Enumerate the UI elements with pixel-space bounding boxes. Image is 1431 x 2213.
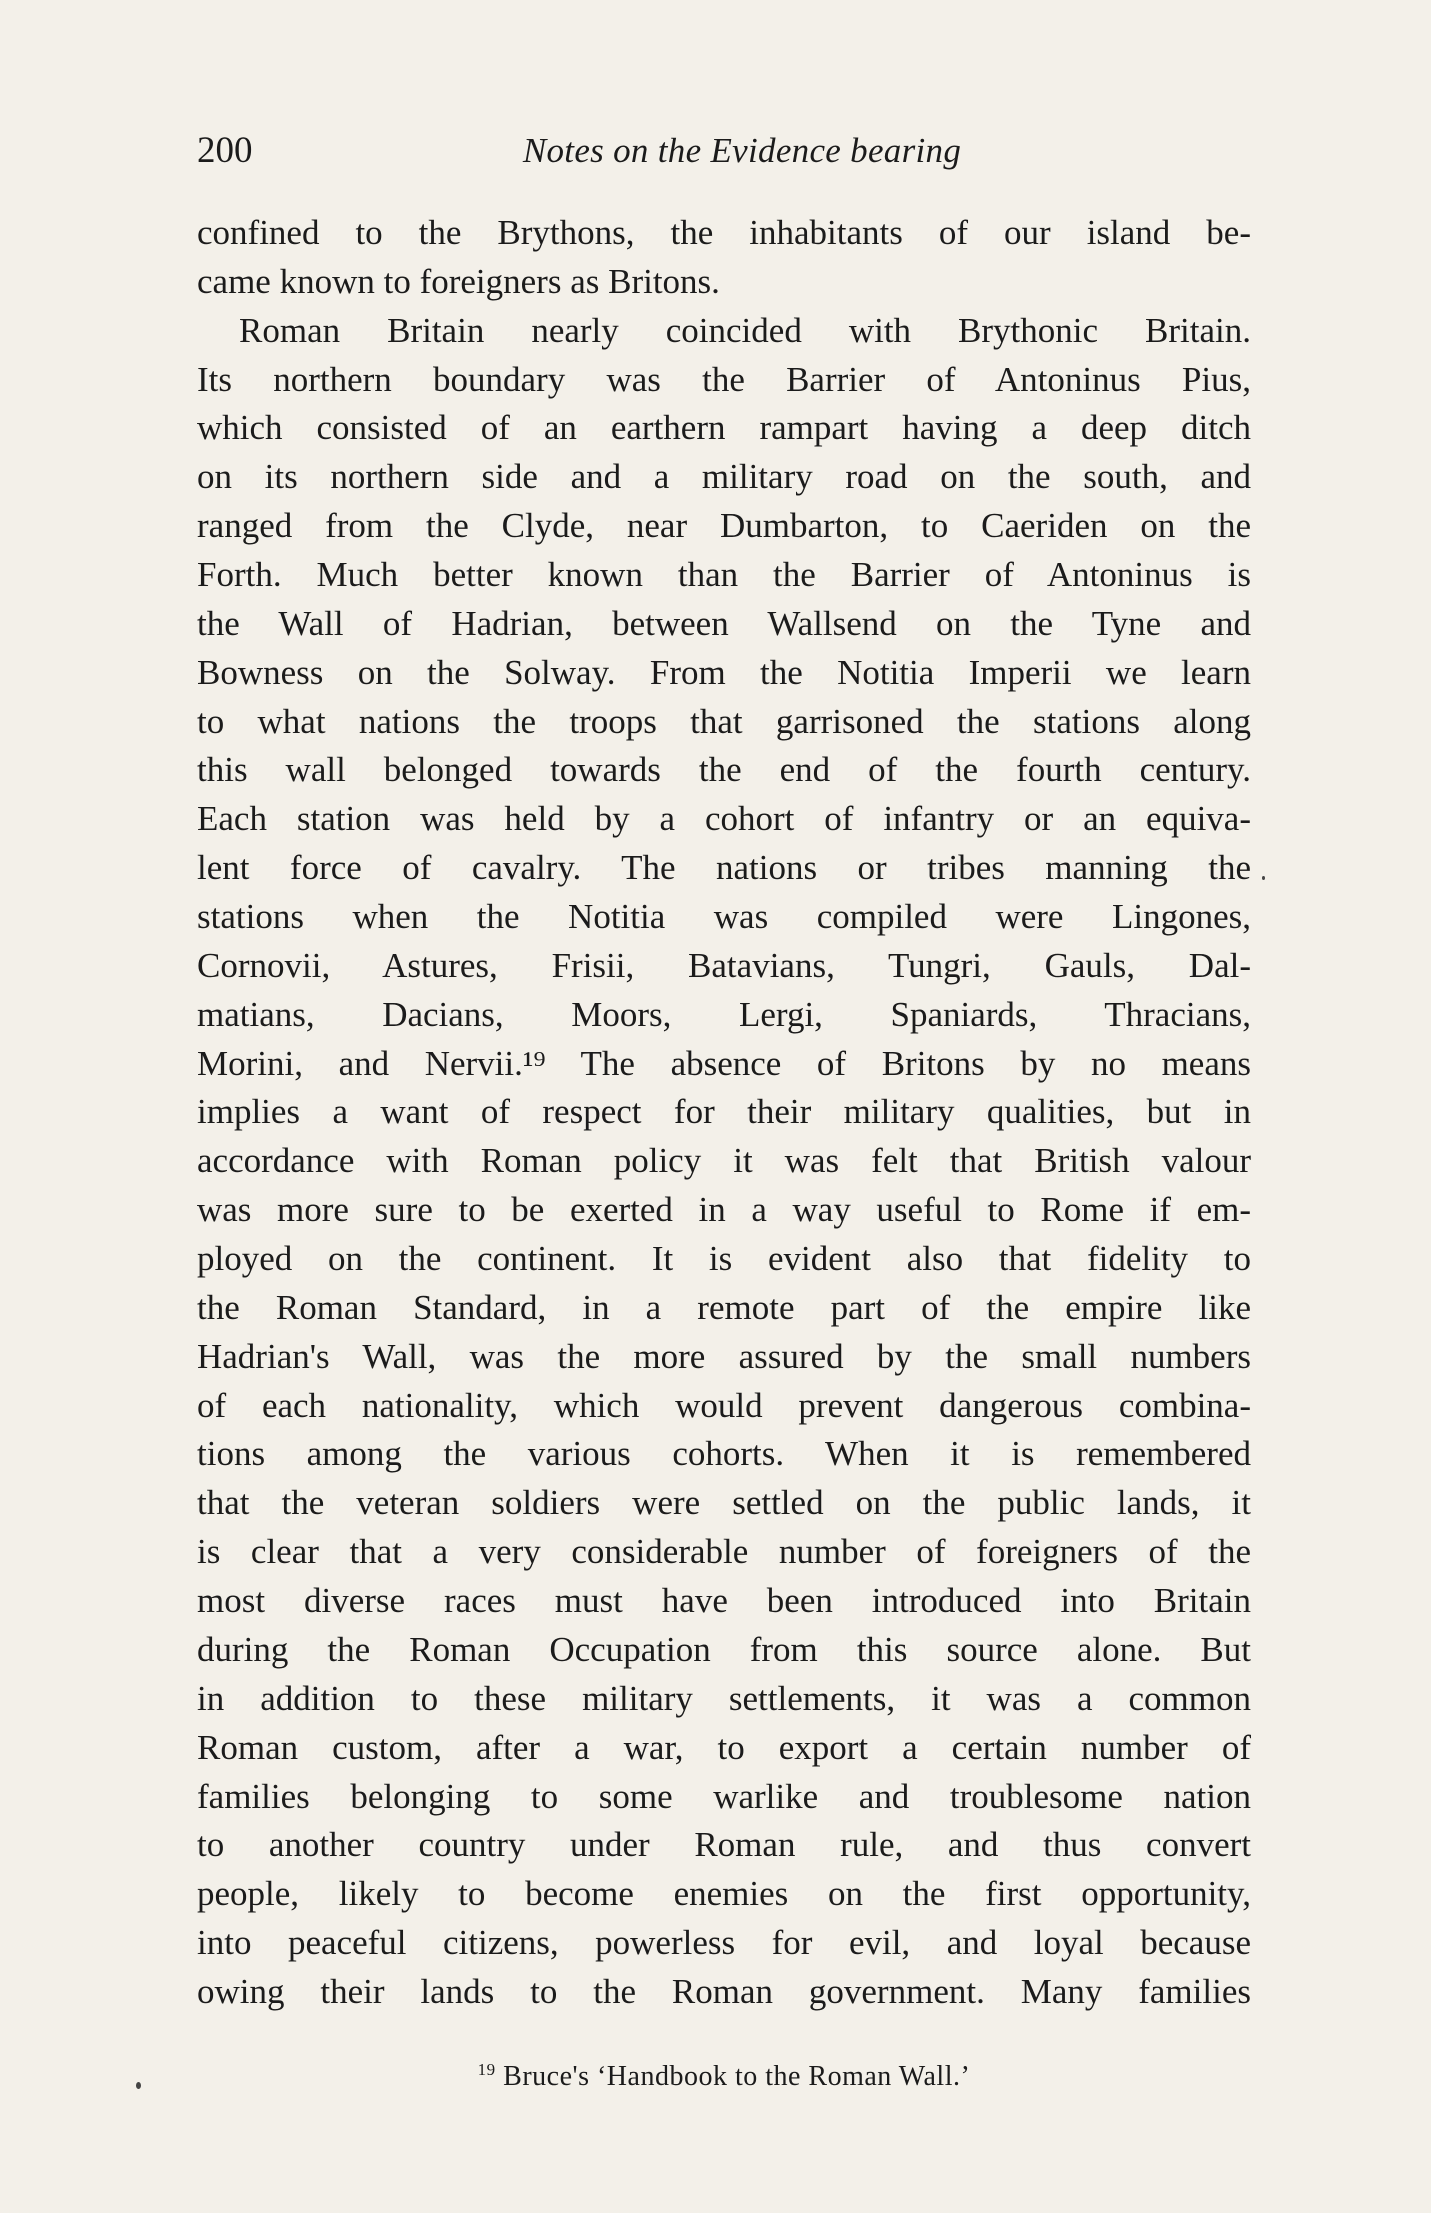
page-header bbox=[197, 126, 1251, 176]
text-line: into peaceful citizens, powerless for evil, and loyal because bbox=[197, 1923, 1251, 1963]
text-line: Roman Britain nearly coincided with Brythonic Britain. bbox=[239, 310, 1251, 350]
text-line: in addition to these military settlements, it was a common bbox=[197, 1678, 1251, 1718]
text-line: during the Roman Occupation from this source alone. But bbox=[197, 1629, 1251, 1669]
text-line: Forth. Much better known than the Barrier of Antoninus is bbox=[197, 555, 1251, 595]
body-text bbox=[197, 209, 1251, 2017]
text-line: that the veteran soldiers were settled on the public lands, it bbox=[197, 1483, 1251, 1523]
text-line: Cornovii, Astures, Frisii, Batavians, Tungri, Gauls, Dal- bbox=[197, 945, 1251, 985]
text-line: ployed on the continent. It is evident also that fidelity to bbox=[197, 1239, 1251, 1279]
text-line: was more sure to be exerted in a way useful to Rome if em- bbox=[197, 1190, 1251, 1230]
text-line: which consisted of an earthern rampart having a deep ditch bbox=[197, 408, 1251, 448]
text-line: owing their lands to the Roman government. Many families bbox=[197, 1971, 1251, 2011]
text-line: the Wall of Hadrian, between Wallsend on the Tyne and bbox=[197, 603, 1251, 643]
running-title: Notes on the Evidence bearing bbox=[522, 131, 962, 170]
ink-speck bbox=[1262, 876, 1265, 880]
text-line: families belonging to some warlike and troublesome nation bbox=[197, 1776, 1251, 1816]
text-line: the Roman Standard, in a remote part of the empire like bbox=[197, 1287, 1251, 1327]
text-line: tions among the various cohorts. When it is remembered bbox=[197, 1434, 1251, 1474]
text-line: most diverse races must have been introduced into Britain bbox=[197, 1581, 1251, 1621]
page-number: 200 bbox=[197, 130, 253, 171]
text-line: came known to foreigners as Britons. bbox=[197, 261, 720, 301]
text-line: matians, Dacians, Moors, Lergi, Spaniards, Thracians, bbox=[197, 994, 1251, 1034]
text-line: this wall belonged towards the end of the fourth century. bbox=[197, 750, 1251, 790]
text-line: of each nationality, which would prevent dangerous combina- bbox=[197, 1385, 1251, 1425]
footnote-marker: 19 bbox=[477, 2060, 496, 2079]
text-line: Hadrian's Wall, was the more assured by the small numbers bbox=[197, 1336, 1251, 1376]
text-line: to another country under Roman rule, and thus convert bbox=[197, 1825, 1251, 1865]
text-line: Morini, and Nervii.¹⁹ The absence of Britons by no means bbox=[197, 1043, 1251, 1083]
ink-speck bbox=[136, 2082, 141, 2089]
footnote bbox=[197, 2050, 1251, 2097]
text-line: to what nations the troops that garrisoned the stations along bbox=[197, 701, 1251, 741]
footnote-text: Bruce's ‘Handbook to the Roman Wall.’ bbox=[503, 2061, 971, 2092]
text-line: lent force of cavalry. The nations or tribes manning the bbox=[197, 848, 1251, 888]
text-line: Roman custom, after a war, to export a certain number of bbox=[197, 1727, 1251, 1767]
text-line: Each station was held by a cohort of infantry or an equiva- bbox=[197, 799, 1251, 839]
text-line: is clear that a very considerable number of foreigners of the bbox=[197, 1532, 1251, 1572]
text-line: people, likely to become enemies on the first opportunity, bbox=[197, 1874, 1251, 1914]
text-line: ranged from the Clyde, near Dumbarton, to Caeriden on the bbox=[197, 506, 1251, 546]
text-line: Its northern boundary was the Barrier of Antoninus Pius, bbox=[197, 359, 1251, 399]
text-line: on its northern side and a military road on the south, and bbox=[197, 457, 1251, 497]
text-line: Bowness on the Solway. From the Notitia Imperii we learn bbox=[197, 652, 1251, 692]
text-line: stations when the Notitia was compiled were Lingones, bbox=[197, 897, 1251, 937]
text-line: accordance with Roman policy it was felt that British valour bbox=[197, 1141, 1251, 1181]
text-line: confined to the Brythons, the inhabitants of our island be- bbox=[197, 213, 1251, 252]
text-line: implies a want of respect for their military qualities, but in bbox=[197, 1092, 1251, 1132]
